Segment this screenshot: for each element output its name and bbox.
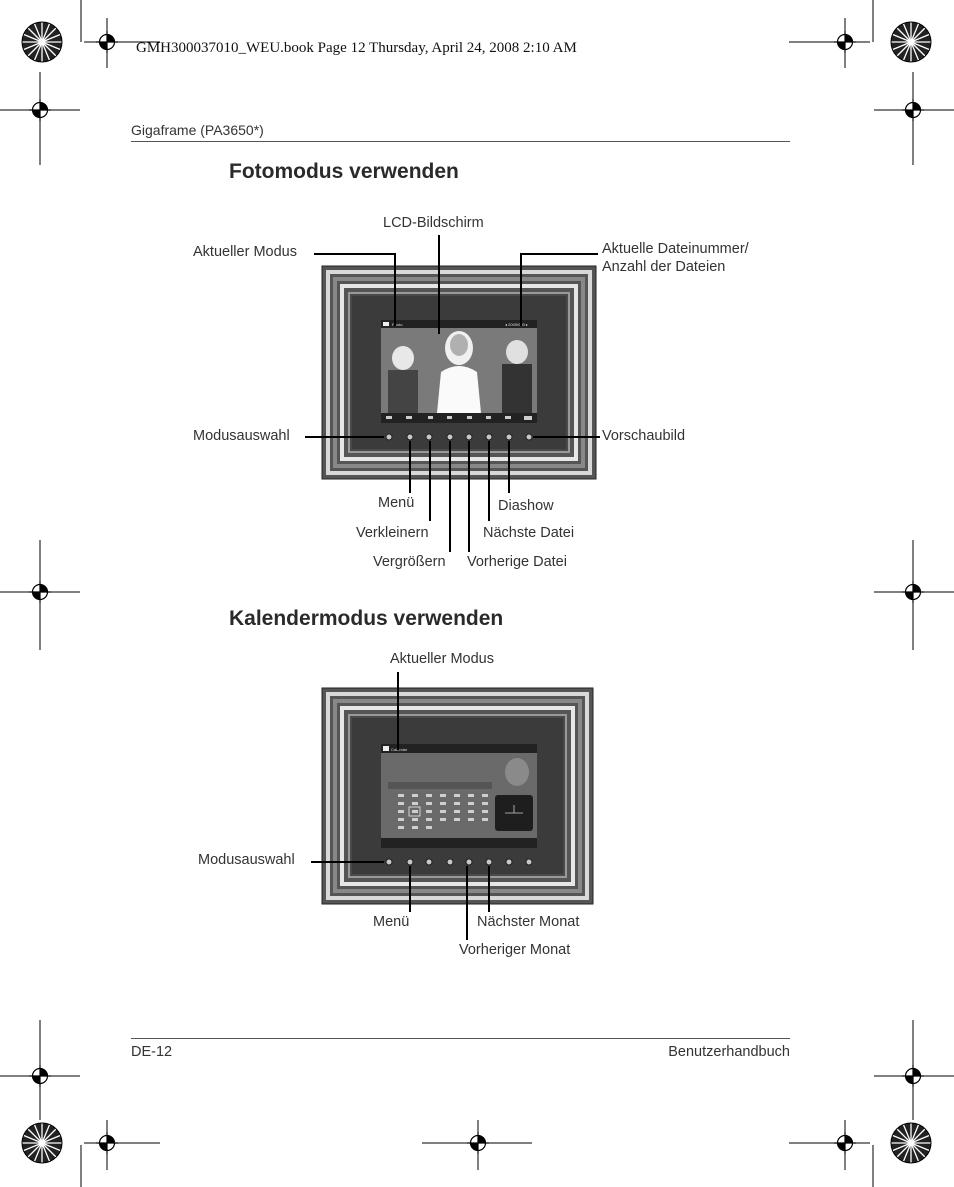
page-number: DE-12 <box>131 1044 173 1060</box>
svg-text:Calendar: Calendar <box>391 747 408 752</box>
label-menu: Menü <box>378 495 415 511</box>
label-mode-select: Modusauswahl <box>193 428 290 444</box>
label-next-file: Nächste Datei <box>483 525 575 541</box>
running-head: Gigaframe (PA3650*) <box>131 122 264 138</box>
label-file-number-line2: Anzahl der Dateien <box>602 259 726 275</box>
label-cal-current-mode: Aktueller Modus <box>390 651 494 667</box>
label-thumbnail: Vorschaubild <box>602 428 686 444</box>
label-prev-file: Vorherige Datei <box>467 554 567 570</box>
label-current-mode: Aktueller Modus <box>193 244 297 260</box>
label-prev-month: Vorheriger Monat <box>459 942 571 958</box>
label-zoom-in: Vergrößern <box>373 554 446 570</box>
section-title-calendar-mode: Kalendermodus verwenden <box>229 607 504 630</box>
label-cal-menu: Menü <box>373 914 410 930</box>
print-header: GMH300037010_WEU.book Page 12 Thursday, April 24, 2008 2:10 AM <box>136 40 577 56</box>
svg-text:◂ 2009/030 ▸: ◂ 2009/030 ▸ <box>505 322 528 327</box>
label-slideshow: Diashow <box>498 498 554 514</box>
lcd-screen-2 <box>381 744 537 848</box>
label-zoom-out: Verkleinern <box>356 525 429 541</box>
svg-text:Photo: Photo <box>392 322 403 327</box>
section-title-photo-mode: Fotomodus verwenden <box>229 160 459 183</box>
label-file-number-line1: Aktuelle Dateinummer/ <box>602 241 749 257</box>
footer-rule <box>131 1038 790 1039</box>
label-next-month: Nächster Monat <box>477 914 580 930</box>
book-title: Benutzerhandbuch <box>668 1044 790 1060</box>
label-cal-mode-select: Modusauswahl <box>198 852 295 868</box>
label-lcd-screen: LCD-Bildschirm <box>383 215 484 231</box>
